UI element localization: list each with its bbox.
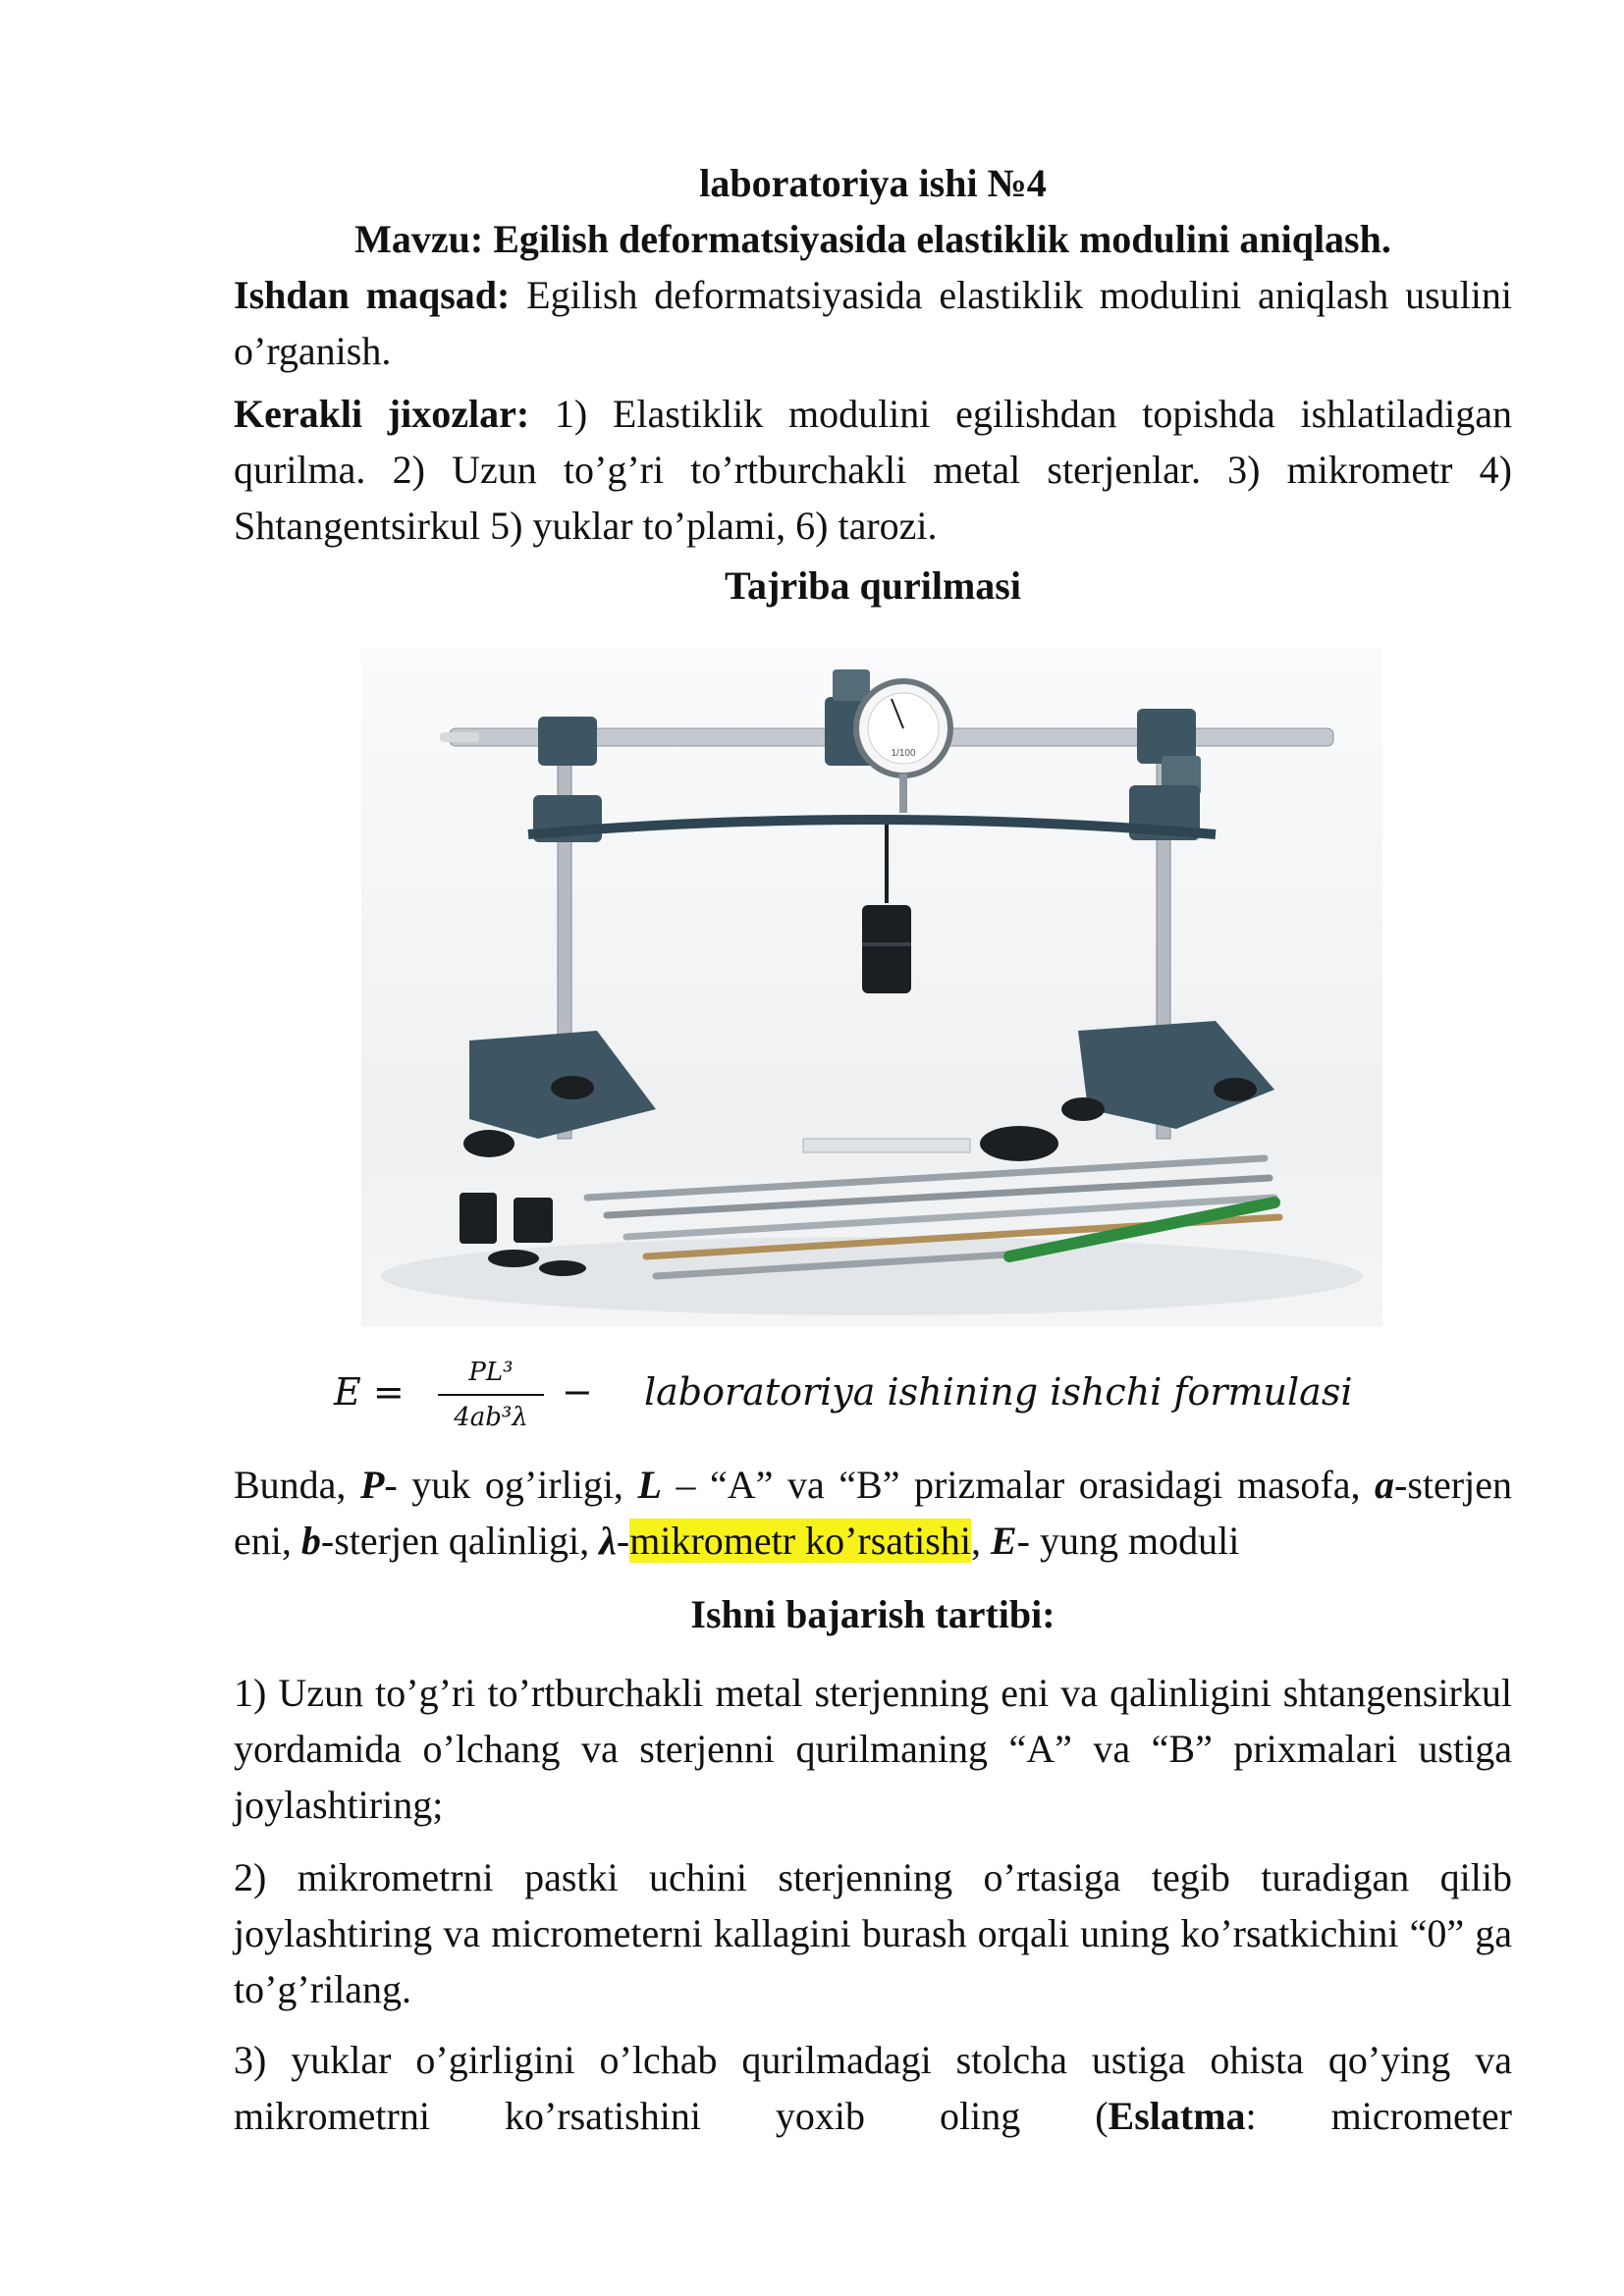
symbol-p: P — [359, 1463, 385, 1507]
symbol-a: a — [1375, 1463, 1395, 1507]
step-3-tail: : micrometer — [1245, 2094, 1512, 2138]
legend-text: , — [970, 1519, 991, 1563]
topic-heading: Mavzu: Egilish deformatsiyasida elastiklik modulini aniqlash. — [354, 217, 1391, 261]
legend-text: - yuk og’irligi, — [384, 1463, 638, 1507]
goal-paragraph — [234, 267, 1512, 379]
step-3 — [234, 2032, 1512, 2144]
formula-denominator: 4ab³λ — [454, 1403, 528, 1432]
working-formula — [334, 1353, 1512, 1441]
legend-text: -sterjen qalinligi, — [320, 1519, 600, 1563]
setup-heading: Tajriba qurilmasi — [725, 563, 1021, 608]
formula-dash: − — [562, 1370, 593, 1414]
procedure-heading: Ishni bajarish tartibi: — [690, 1592, 1056, 1636]
gauge-label: 1/100 — [891, 748, 916, 759]
formula-numerator: PL³ — [468, 1358, 514, 1387]
apparatus-photo — [361, 648, 1382, 1327]
equipment-text: 1) Elastiklik modulini egilishdan topishda ishlatiladigan qurilma. 2) Uzun to’g’ri to’rtburchakli metal sterjenlar. 3) mikrometr 4) Shtangentsirkul 5) yuklar to’plami, 6) tarozi. — [234, 392, 1513, 548]
goal-label: Ishdan maqsad: — [234, 273, 511, 317]
note-label: Eslatma — [1108, 2094, 1246, 2138]
step-2: 2) mikrometrni pastki uchini sterjenning o’rtasiga tegib turadigan qilib joylashtiring va micrometerni kallagini burash orqali uning ko’rsatkichini “0” ga to’g’rilang. — [234, 1855, 1512, 2011]
highlighted-text: mikrometr ko’rsatishi — [629, 1519, 971, 1563]
symbol-lambda: λ — [599, 1519, 617, 1563]
formula-caption: laboratoriya ishining ishchi formulasi — [644, 1370, 1353, 1414]
legend-text: Bunda, — [234, 1463, 360, 1507]
step-3-text: 3) yuklar o’girligini o’lchab qurilmadagi stolcha ustiga ohista qo’ying va mikrometrni ko’rsatishini yoxib oling ( — [234, 2038, 1512, 2138]
symbol-l: L — [637, 1463, 662, 1507]
step-1: 1) Uzun to’g’ri to’rtburchakli metal sterjenning eni va qalinligini shtangensirkul yordamida o’lchang va sterjenni qurilmaning “A” va “B” prixmalari ustiga joylashtiring; — [234, 1671, 1512, 1827]
formula-lhs: E = — [334, 1370, 405, 1414]
lab-title: laboratoriya ishi №4 — [699, 161, 1047, 205]
equipment-paragraph — [234, 386, 1512, 554]
apparatus-illustration — [361, 648, 1382, 1327]
legend-text: – “A” va “B” prizmalar orasidagi masofa, — [661, 1463, 1376, 1507]
symbol-e: E — [990, 1519, 1017, 1563]
fraction-bar — [438, 1394, 544, 1396]
goal-text: Egilish deformatsiyasida elastiklik modulini aniqlash usulini o’rganish. — [234, 273, 1512, 373]
equipment-label: Kerakli jixozlar: — [234, 392, 530, 436]
legend-text: - yung moduli — [1016, 1519, 1240, 1563]
formula-fraction — [432, 1353, 550, 1437]
legend-paragraph — [234, 1457, 1512, 1569]
legend-text: -sterjen eni, — [234, 1463, 1512, 1563]
symbol-b: b — [300, 1519, 321, 1563]
legend-text: - — [616, 1519, 630, 1563]
